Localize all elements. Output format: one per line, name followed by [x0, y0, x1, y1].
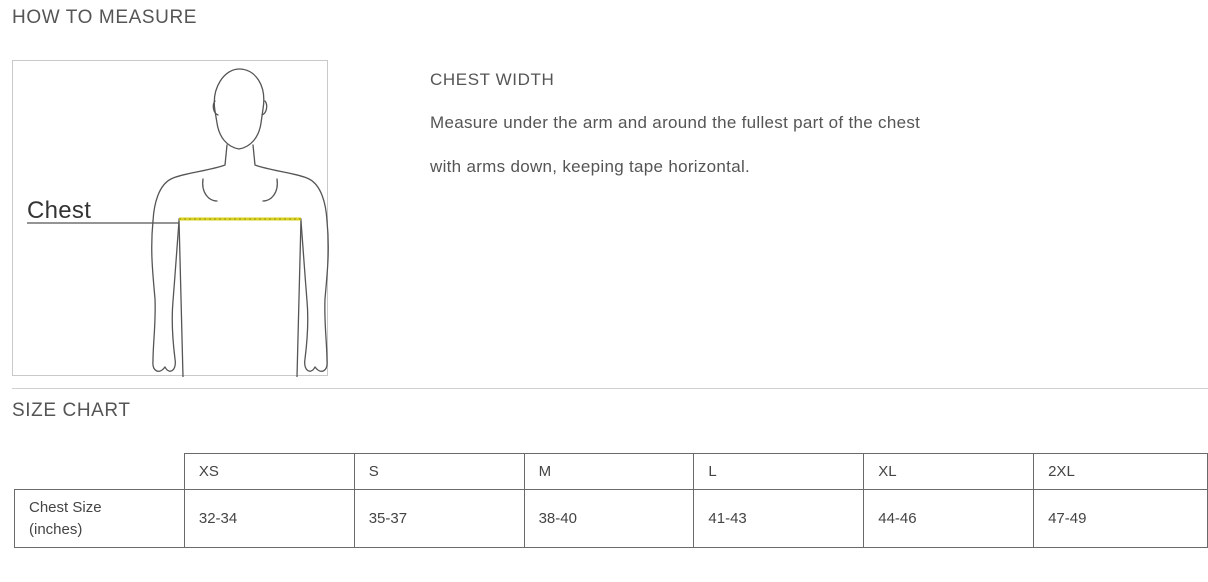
row-label-line-1: Chest Size [29, 498, 102, 516]
measure-heading: CHEST WIDTH [430, 70, 555, 89]
size-header-xs: XS [184, 454, 354, 490]
size-header-l: L [694, 454, 864, 490]
size-header-m: M [524, 454, 694, 490]
table-row [15, 490, 1208, 548]
chest-value-m: 38-40 [524, 490, 694, 548]
chest-value-xs: 32-34 [184, 490, 354, 548]
row-label-chest-size [15, 490, 185, 548]
row-label-line-2: (inches) [29, 520, 83, 538]
measure-instruction-line-2: with arms down, keeping tape horizontal. [430, 157, 751, 176]
size-header-xl: XL [864, 454, 1034, 490]
header-blank-cell [15, 454, 185, 490]
size-header-s: S [354, 454, 524, 490]
size-chart-title: SIZE CHART [12, 400, 131, 421]
chest-value-l: 41-43 [694, 490, 864, 548]
chest-label: Chest [27, 197, 92, 224]
size-chart-table [14, 453, 1208, 548]
measure-instruction-line-1: Measure under the arm and around the fullest part of the chest [430, 113, 921, 132]
section-divider [12, 388, 1208, 389]
size-header-2xl: 2XL [1034, 454, 1208, 490]
chest-value-s: 35-37 [354, 490, 524, 548]
size-header-row [15, 454, 1208, 490]
chest-value-xl: 44-46 [864, 490, 1034, 548]
how-to-measure-title: HOW TO MEASURE [12, 7, 198, 28]
chest-value-2xl: 47-49 [1034, 490, 1208, 548]
body-measurement-figure [12, 60, 328, 376]
